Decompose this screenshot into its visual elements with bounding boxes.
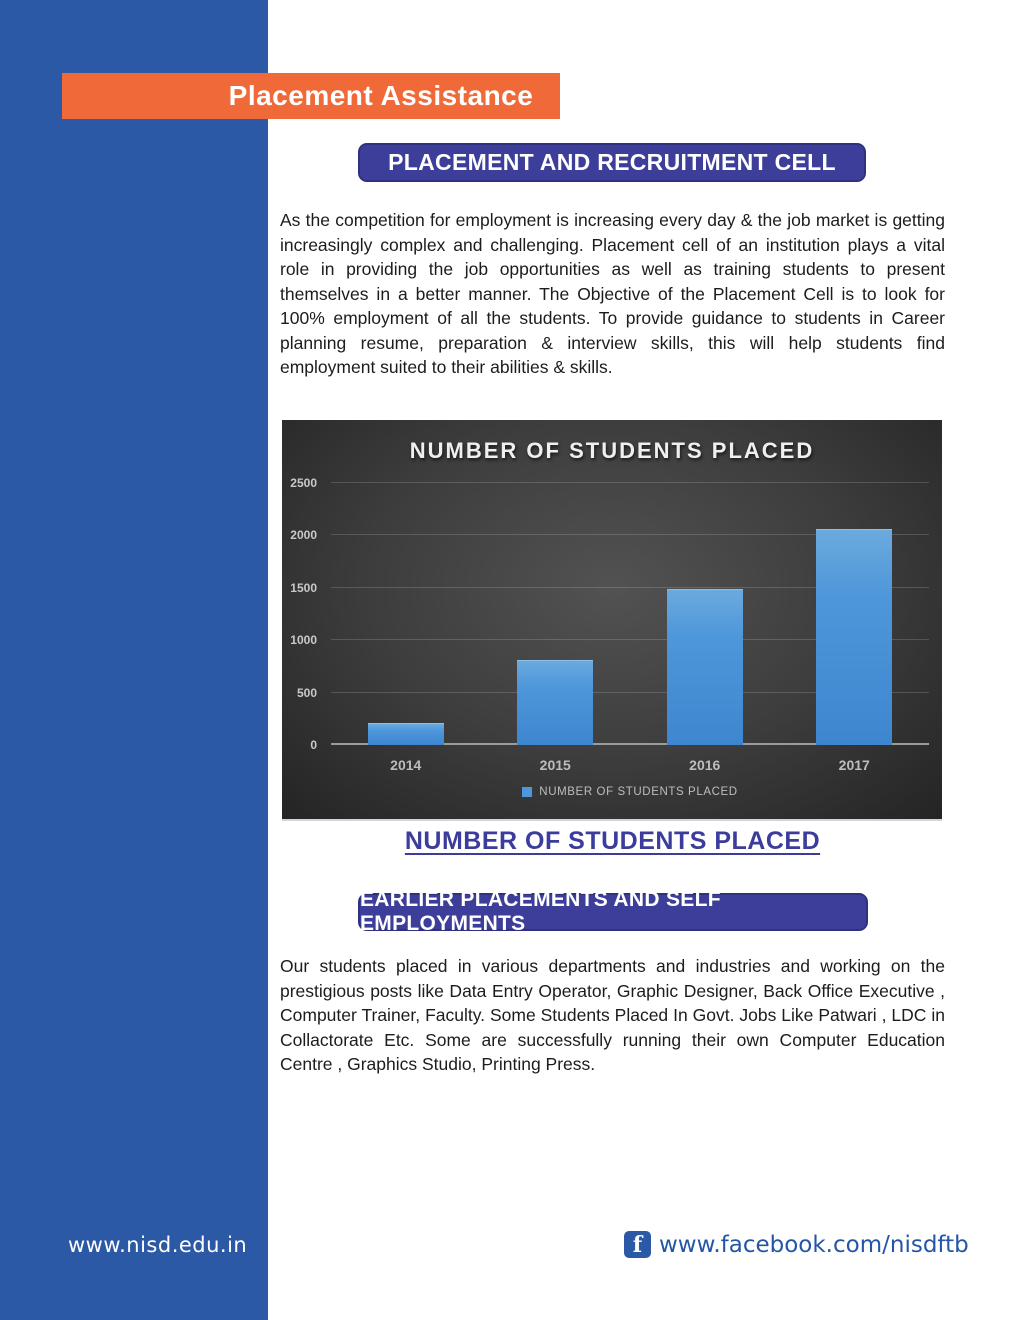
- bar-slot: [630, 483, 780, 745]
- y-tick-label: 2500: [290, 476, 317, 490]
- bar-slot: [481, 483, 631, 745]
- section-banner-label: PLACEMENT AND RECRUITMENT CELL: [388, 149, 836, 175]
- section-banner-label: EARLIER PLACEMENTS AND SELF EMPLOYMENTS: [360, 888, 721, 935]
- students-placed-chart: [282, 420, 942, 821]
- x-tick-label: 2017: [838, 757, 870, 773]
- facebook-url: www.facebook.com/nisdftb: [659, 1231, 969, 1258]
- earlier-placements-paragraph: Our students placed in various departments and industries and working on the prestigious posts like Data Entry Operator, Graphic Designer, Back Office Executive , Computer Trainer, Faculty. Some Students Placed In Govt. Jobs Like Patwari , LDC in Collactorate Etc. Some are successfully running their own Computer Education Centre , Graphics Studio, Printing Press.: [280, 956, 945, 1074]
- x-tick-label: 2016: [689, 757, 721, 773]
- legend-swatch-icon: [522, 787, 532, 797]
- bar: [517, 660, 593, 745]
- x-tick-label: 2014: [390, 757, 422, 773]
- chart-title: NUMBER OF STUDENTS PLACED: [409, 438, 815, 463]
- page-title: Placement Assistance: [228, 80, 534, 111]
- website-link[interactable]: www.nisd.edu.in: [68, 1233, 248, 1257]
- bar: [368, 723, 444, 745]
- bar-slot: [780, 483, 930, 745]
- chart-plot-area: [290, 476, 929, 752]
- bars-row: [331, 483, 929, 745]
- facebook-link[interactable]: [624, 1231, 969, 1258]
- y-tick-label: 2000: [290, 528, 317, 543]
- chart-x-axis-labels: [331, 757, 929, 773]
- bar: [816, 529, 892, 745]
- y-tick-label: 1000: [290, 633, 317, 648]
- chart-legend: [331, 786, 929, 798]
- y-tick-label: 1500: [290, 580, 317, 595]
- section-banner-placement-cell: [358, 143, 866, 182]
- legend-label: NUMBER OF STUDENTS PLACED: [539, 786, 738, 798]
- bar-slot: [331, 483, 481, 745]
- chart-caption-heading: NUMBER OF STUDENTS PLACED: [404, 827, 821, 855]
- bar: [667, 589, 743, 745]
- x-tick-label: 2015: [539, 757, 571, 773]
- section-banner-earlier-placements: [358, 888, 868, 935]
- sidebar-strip: [0, 0, 268, 1320]
- placement-cell-paragraph: As the competition for employment is increasing every day & the job market is getting increasingly complex and challenging. Placement cell of an institution plays a vital role in providing the job opportunities as well as training students to present themselves in a better manner. The Objective of the Placement Cell is to look for 100% employment of all the students. To provide guidance to students in Career planning resume, preparation & interview skills, this will help students find employment suited to their abilities & skills.: [280, 210, 945, 377]
- y-tick-label: 500: [296, 685, 317, 700]
- page-title-banner: [62, 73, 560, 119]
- facebook-icon: f: [624, 1231, 651, 1258]
- y-tick-label: 0: [310, 738, 317, 752]
